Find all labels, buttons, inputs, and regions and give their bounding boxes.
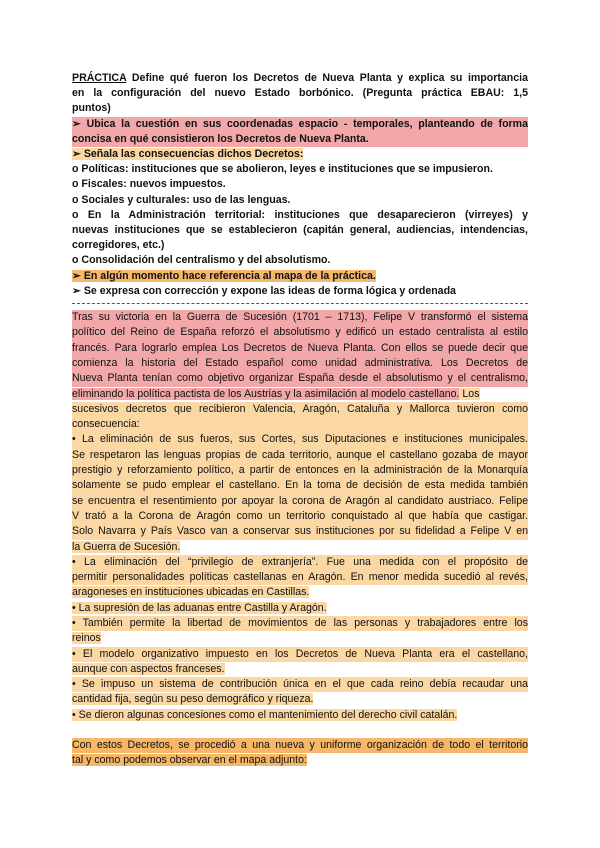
bullet-libertad-last-line: reinos <box>72 632 101 645</box>
bullet-aduanas: • La supresión de las aduanas entre Castilla y Aragón. <box>72 601 327 614</box>
bullet-libertad: • También permite la libertad de movimientos de las personas y trabajadores entre los <box>72 616 528 631</box>
title-line-1 <box>72 71 528 86</box>
paragraph-final: Con estos Decretos, se procedió a una nueva y uniforme organización de todo el territorio <box>72 738 528 753</box>
assignment-header <box>72 71 528 299</box>
bullet-modelo: • El modelo organizativo impuesto en los Decretos de Nueva Planta era el castellano, <box>72 647 528 662</box>
criterion-2: ➢ Señala las consecuencias dichos Decretos: <box>72 148 304 161</box>
title-line-3: puntos) <box>72 102 111 115</box>
title-line-2: en la configuración del nuevo Estado borbónico. (Pregunta práctica EBAU: 1,5 <box>72 87 528 100</box>
criterion-1-line-1: ➢ Ubica la cuestión en sus coordenadas espacio - temporales, planteando de forma <box>72 117 528 130</box>
paragraph-intro: Tras su victoria en la Guerra de Sucesión (1701 – 1713), Felipe V transformó el sistema político del Reino de España reforzó el absolutismo y edificó un estado centralista al estilo francés. Para lograrlo emplea Los Decretos de Nueva Planta. Con ellos se puede decir que comienza la historia del Estado español como unidad administrativa. Los Decretos de Nueva Planta tenían como objetivo organizar España desde el absolutismo y el centralismo, <box>72 310 528 386</box>
sub-territorial-line-2: nuevas instituciones que se establecieron (capitán general, audiencias, intendencias, <box>72 224 528 237</box>
sub-sociales: o Sociales y culturales: uso de las lenguas. <box>72 193 291 206</box>
sub-territorial-line-3: corregidores, etc.) <box>72 239 165 252</box>
answer-body <box>72 310 528 769</box>
sub-consolidacion: o Consolidación del centralismo y del absolutismo. <box>72 254 331 267</box>
criterion-1 <box>72 117 528 147</box>
paragraph-consequences: sucesivos decretos que recibieron Valencia, Aragón, Cataluña y Mallorca tuvieron como consecuencia: <box>72 402 528 433</box>
practica-label: PRÁCTICA <box>72 72 127 84</box>
criterion-1-line-2: concisa en qué consistieron los Decretos de Nueva Planta. <box>72 132 369 145</box>
bullet-derecho-civil: • Se dieron algunas concesiones como el mantenimiento del derecho civil catalán. <box>72 708 458 721</box>
paragraph-final-last-line: tal y como podemos observar en el mapa adjunto: <box>72 754 307 767</box>
title-text-1: Define qué fueron los Decretos de Nueva Planta y explica su importancia <box>126 72 528 84</box>
bullet-modelo-last-line: aunque con aspectos franceses. <box>72 662 225 675</box>
bullet-extranjeria: • La eliminación del “privilegio de extranjería”. Fue una medida con el propósito de permitir personalidades políticas castellanas en Aragón. En menor medida sucedió al revés, <box>72 555 528 586</box>
bullet-fueros-last-line: la Guerra de Sucesión. <box>72 540 181 553</box>
criterion-4: ➢ Se expresa con corrección y expone las ideas de forma lógica y ordenada <box>72 284 456 297</box>
sub-politicas: o Políticas: instituciones que se abolieron, leyes e instituciones que se impusieron. <box>72 163 493 176</box>
bullet-extranjeria-last-line: aragoneses en instituciones ubicadas en Castillas. <box>72 586 310 599</box>
bullet-contribucion: • Se impuso un sistema de contribución única en el que cada reino debía recaudar una <box>72 677 528 692</box>
bullet-contribucion-last-line: cantidad fija, según su peso demográfico y riqueza. <box>72 693 314 706</box>
criterion-3: ➢ En algún momento hace referencia al mapa de la práctica. <box>72 269 376 282</box>
document-content <box>72 71 528 769</box>
sub-fiscales: o Fiscales: nuevos impuestos. <box>72 178 226 191</box>
sub-territorial-line-1: o En la Administración territorial: instituciones que desaparecieron (virreyes) y <box>72 208 528 221</box>
bullet-fueros: • La eliminación de sus fueros, sus Cortes, sus Diputaciones e instituciones municipales. Se respetaron las lenguas propias de cada territorio, aunque el castellano gozaba de mayor prestigio y reforzamiento político, a partir de entonces en la administración de la Monarquía solamente se pudo emplear el castellano. En la toma de decisión de esta medida también se encuentra el resentimiento por apoyar la corona de Aragón al candidato austriaco. Felipe V trató a la Corona de Aragón como un territorio conquistado al que había que castigar. Solo Navarra y País Vasco van a conservar sus instituciones por su fidelidad a Felipe V en <box>72 432 528 539</box>
paragraph-intro-last-line: eliminando la política pactista de los Austrias y la asimilación al modelo castellano. Los <box>72 387 480 400</box>
dashed-divider <box>72 303 528 304</box>
paragraph-gap <box>72 723 528 738</box>
